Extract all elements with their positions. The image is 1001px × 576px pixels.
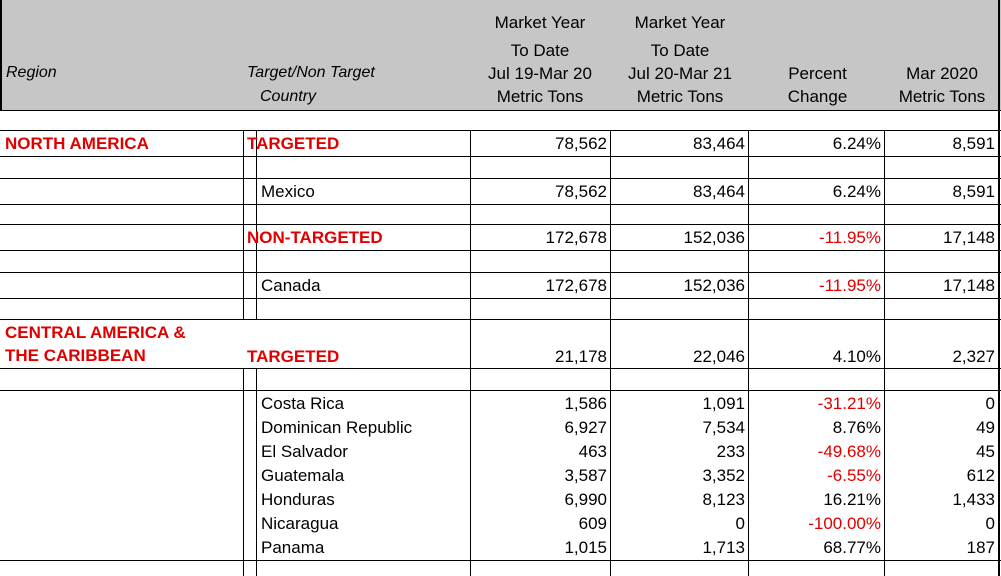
header-prev-3: Jul 19-Mar 20	[488, 64, 592, 83]
header-curr-1: Market Year	[634, 13, 726, 32]
header-pct-2: Change	[787, 87, 848, 106]
header-prev-1: Market Year	[494, 13, 586, 32]
curr-value: 3,352	[702, 466, 745, 485]
header-region: Region	[6, 64, 57, 81]
month-value: 2,327	[952, 347, 995, 366]
prev-value: 1,015	[564, 538, 607, 557]
curr-value: 22,046	[693, 347, 745, 366]
row-line	[0, 368, 1001, 369]
row-line	[0, 298, 1001, 299]
col-line	[243, 130, 244, 319]
col-line	[256, 130, 257, 319]
prev-value: 3,587	[564, 466, 607, 485]
header-month-2: Metric Tons	[898, 87, 986, 106]
pct-value: 16.21%	[823, 490, 881, 509]
curr-value: 1,713	[702, 538, 745, 557]
row-line	[0, 224, 1001, 225]
header-prev-2: To Date	[510, 41, 570, 60]
country-name: Nicaragua	[261, 514, 339, 533]
prev-value: 21,178	[555, 347, 607, 366]
prev-value: 78,562	[555, 134, 607, 153]
region-label: CENTRAL AMERICA &	[5, 323, 186, 342]
row-line	[0, 560, 1001, 561]
prev-value: 609	[578, 514, 607, 533]
row-line	[0, 319, 1001, 320]
header-curr-2: To Date	[650, 41, 710, 60]
country-name: Dominican Republic	[261, 418, 413, 437]
pct-value: 6.24%	[832, 134, 881, 153]
pct-value: -11.95%	[818, 228, 881, 247]
month-value: 17,148	[943, 228, 995, 247]
month-value: 0	[985, 394, 995, 413]
curr-value: 152,036	[683, 276, 745, 295]
region-label: NORTH AMERICA	[5, 134, 149, 153]
month-value: 612	[966, 466, 995, 485]
pct-value: 8.76%	[832, 418, 881, 437]
header-pct-1: Percent	[788, 64, 847, 83]
group-label: TARGETED	[247, 347, 340, 366]
month-value: 8,591	[952, 134, 995, 153]
header-curr-4: Metric Tons	[636, 87, 724, 106]
row-line	[0, 204, 1001, 205]
prev-value: 172,678	[545, 228, 607, 247]
country-name: Panama	[261, 538, 325, 557]
pct-value: -49.68%	[817, 442, 881, 461]
header-bottom-line	[0, 110, 1001, 111]
month-value: 49	[976, 418, 995, 437]
pct-value: -6.55%	[827, 466, 881, 485]
curr-value: 7,534	[702, 418, 745, 437]
pct-value: 6.24%	[832, 182, 881, 201]
region-label: THE CARIBBEAN	[5, 346, 146, 365]
right-border	[998, 0, 1000, 576]
header-country: Country	[260, 88, 317, 105]
group-label: TARGETED	[247, 134, 340, 153]
country-name: Mexico	[261, 182, 315, 201]
country-name: Costa Rica	[261, 394, 345, 413]
month-value: 45	[976, 442, 995, 461]
header-target: Target/Non Target	[247, 64, 375, 81]
header-curr-3: Jul 20-Mar 21	[628, 64, 732, 83]
group-label: NON-TARGETED	[247, 228, 383, 247]
curr-value: 83,464	[693, 134, 745, 153]
pct-value: 4.10%	[832, 347, 881, 366]
row-line	[0, 178, 1001, 179]
col-line	[243, 368, 244, 576]
curr-value: 8,123	[702, 490, 745, 509]
row-line	[0, 272, 1001, 273]
prev-value: 78,562	[555, 182, 607, 201]
country-name: Guatemala	[261, 466, 345, 485]
curr-value: 1,091	[702, 394, 745, 413]
curr-value: 83,464	[693, 182, 745, 201]
row-line	[0, 156, 1001, 157]
prev-value: 1,586	[564, 394, 607, 413]
curr-value: 0	[735, 514, 745, 533]
row-line	[0, 390, 1001, 391]
country-name: Canada	[261, 276, 321, 295]
month-value: 8,591	[952, 182, 995, 201]
header-month-1: Mar 2020	[906, 64, 978, 83]
month-value: 0	[985, 514, 995, 533]
country-name: El Salvador	[261, 442, 348, 461]
pct-value: -11.95%	[818, 276, 881, 295]
left-border	[0, 0, 2, 110]
prev-value: 172,678	[545, 276, 607, 295]
curr-value: 152,036	[683, 228, 745, 247]
pct-value: -31.21%	[817, 394, 881, 413]
curr-value: 233	[716, 442, 745, 461]
header-prev-4: Metric Tons	[496, 87, 584, 106]
row-line	[0, 130, 1001, 131]
month-value: 1,433	[952, 490, 995, 509]
month-value: 17,148	[943, 276, 995, 295]
row-line	[0, 250, 1001, 251]
country-name: Honduras	[261, 490, 335, 509]
prev-value: 6,927	[564, 418, 607, 437]
prev-value: 6,990	[564, 490, 607, 509]
prev-value: 463	[578, 442, 607, 461]
pct-value: 68.77%	[823, 538, 881, 557]
col-line	[256, 368, 257, 576]
pct-value: -100.00%	[808, 514, 881, 533]
month-value: 187	[966, 538, 995, 557]
